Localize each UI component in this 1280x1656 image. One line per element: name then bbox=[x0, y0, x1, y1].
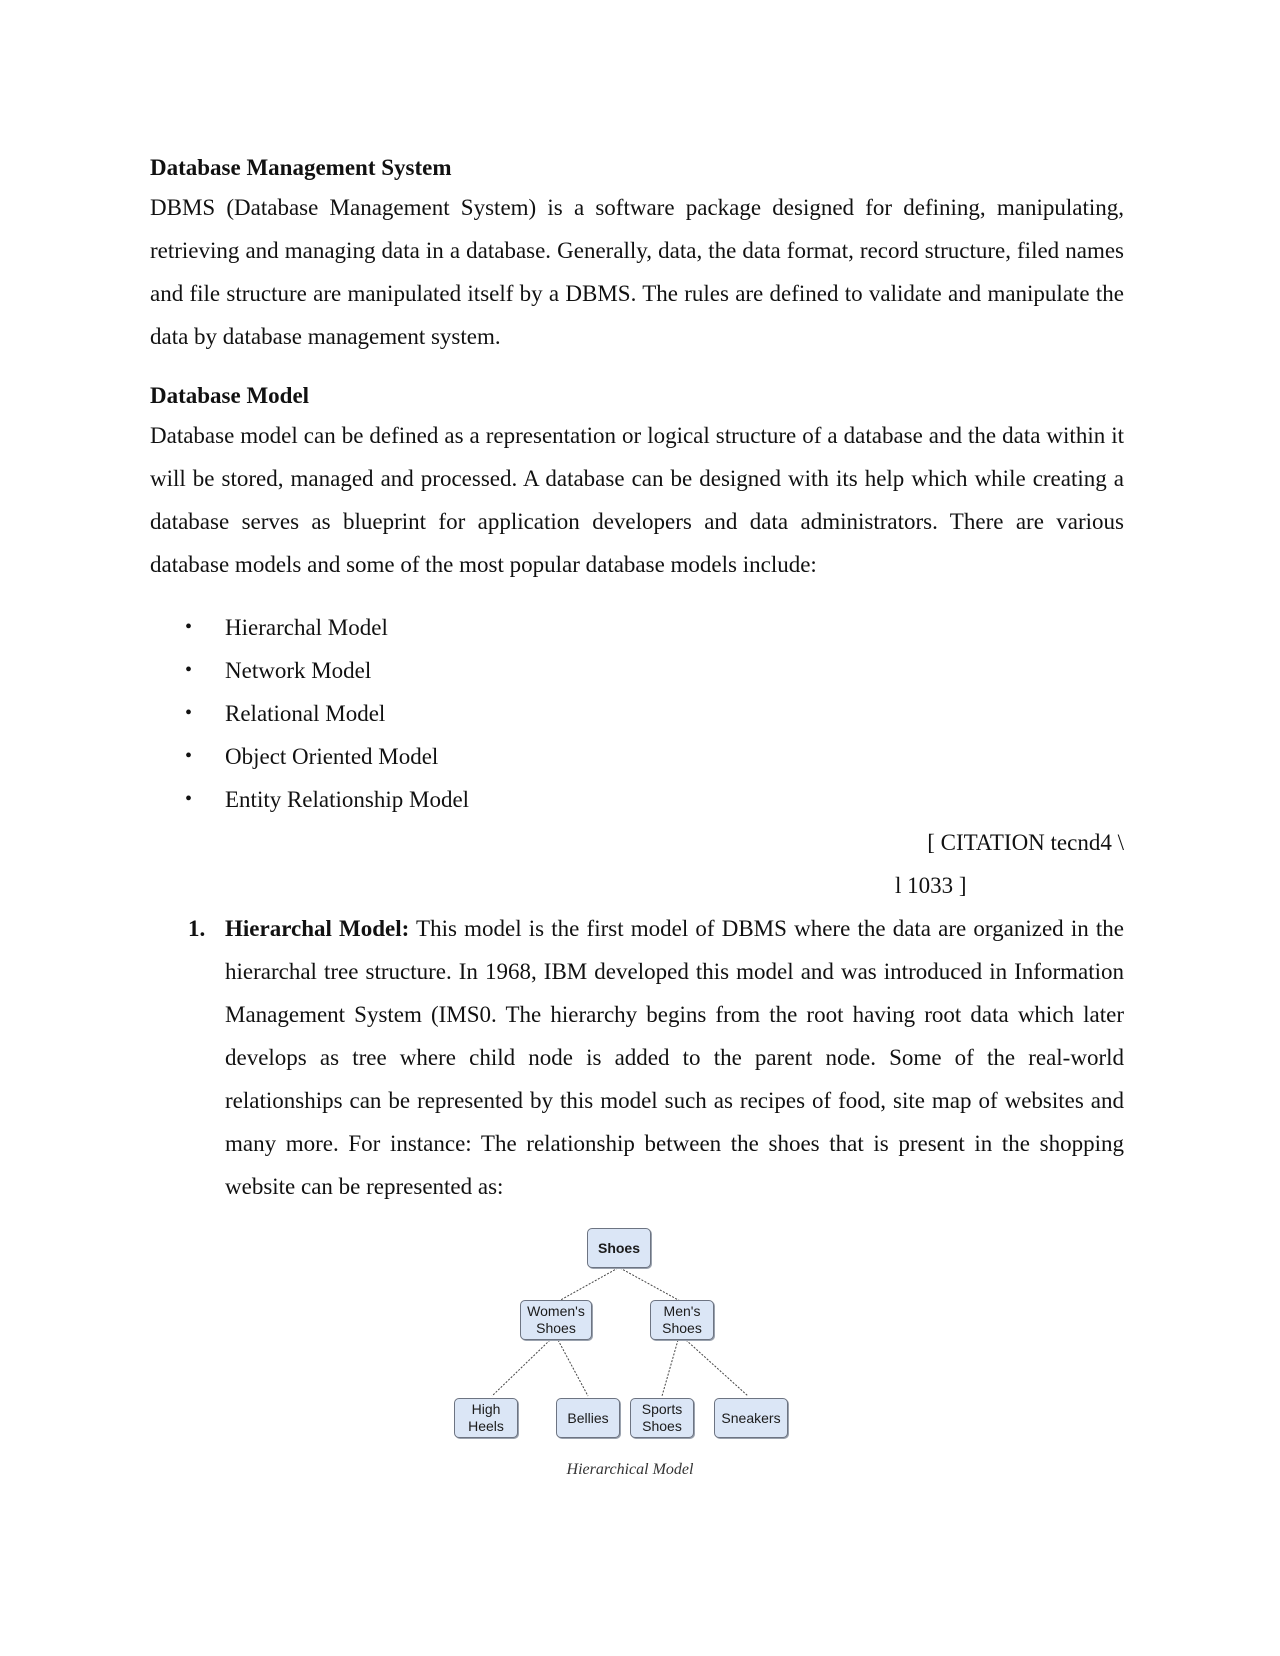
citation-field bbox=[150, 821, 1124, 907]
citation-line-2: l 1033 ] bbox=[895, 873, 967, 898]
node-label: Sneakers bbox=[721, 1409, 781, 1426]
node-label-line: Heels bbox=[468, 1418, 504, 1434]
connector-womens-bellies bbox=[558, 1340, 588, 1396]
node-label-line: Shoes bbox=[662, 1320, 702, 1336]
list-item-label: Relational Model bbox=[225, 701, 386, 726]
node-label-line: Shoes bbox=[642, 1418, 682, 1434]
node-high-heels bbox=[454, 1398, 518, 1438]
connector-womens-high bbox=[492, 1340, 550, 1396]
item-lead-term: Hierarchal Model: bbox=[225, 916, 410, 941]
list-item bbox=[150, 778, 1124, 821]
bullet-icon: • bbox=[185, 659, 193, 681]
node-label-line: Men's bbox=[663, 1303, 701, 1319]
connector-mens-sneakers bbox=[686, 1340, 748, 1396]
node-mens-shoes bbox=[650, 1300, 714, 1340]
node-label-line: Shoes bbox=[536, 1320, 576, 1336]
node-bellies bbox=[556, 1398, 620, 1438]
node-label bbox=[527, 1303, 585, 1337]
connector-root-mens bbox=[620, 1268, 682, 1302]
numbered-item-hierarchal-model bbox=[150, 907, 1124, 1208]
list-item-label: Network Model bbox=[225, 658, 372, 683]
node-label bbox=[468, 1401, 504, 1435]
node-label: Bellies bbox=[567, 1409, 609, 1426]
node-sports-shoes bbox=[630, 1398, 694, 1438]
list-item-label: Object Oriented Model bbox=[225, 744, 439, 769]
list-item bbox=[150, 649, 1124, 692]
hierarchical-model-diagram bbox=[450, 1228, 810, 1478]
section-heading-dbms: Database Management System bbox=[150, 155, 452, 180]
paragraph-database-model: Database model can be defined as a representation or logical structure of a database and the data within it will be stored, managed and processed. A database can be designed with its help which while creating a database serves as blueprint for application developers and data administrators. There are various database models and some of the most popular database models include: bbox=[150, 423, 1124, 577]
list-item bbox=[150, 735, 1124, 778]
item-description: This model is the first model of DBMS where the data are organized in the hierarchal tree structure. In 1968, IBM developed this model and was introduced in Information Management System (IMS0. The hierarchy begins from the root having root data which later develops as tree where child node is added to the parent node. Some of the real-world relationships can be represented by this model such as recipes of food, site map of websites and many more. For instance: The relationship between the shoes that is present in the shopping website can be represented as: bbox=[225, 916, 1124, 1199]
node-sneakers bbox=[714, 1398, 788, 1438]
list-item-label: Entity Relationship Model bbox=[225, 787, 470, 812]
bullet-icon: • bbox=[185, 745, 193, 767]
connector-mens-sports bbox=[662, 1340, 678, 1396]
node-label-line: Women's bbox=[527, 1303, 585, 1319]
section-heading-database-model: Database Model bbox=[150, 383, 310, 408]
list-item bbox=[150, 692, 1124, 735]
figure-caption: Hierarchical Model bbox=[566, 1461, 694, 1478]
bullet-icon: • bbox=[185, 702, 193, 724]
node-label bbox=[642, 1401, 682, 1435]
node-label-line: Sports bbox=[641, 1401, 683, 1417]
item-number: 1. bbox=[188, 916, 206, 941]
bullet-icon: • bbox=[185, 788, 193, 810]
node-label-line: High bbox=[471, 1401, 501, 1417]
database-models-list bbox=[150, 606, 1124, 821]
node-label bbox=[662, 1303, 702, 1337]
list-item-label: Hierarchal Model bbox=[225, 615, 388, 640]
paragraph-dbms: DBMS (Database Management System) is a software package designed for defining, manipulating, retrieving and managing data in a database. Generally, data, the data format, record structure, filed names and file structure are manipulated itself by a DBMS. The rules are defined to validate and manipulate the data by database management system. bbox=[150, 195, 1124, 349]
node-womens-shoes bbox=[520, 1300, 592, 1340]
list-item bbox=[150, 606, 1124, 649]
document-page bbox=[150, 150, 1124, 1208]
bullet-icon: • bbox=[185, 616, 193, 638]
node-label: Shoes bbox=[597, 1239, 640, 1256]
node-shoes bbox=[587, 1228, 651, 1268]
citation-line-1: [ CITATION tecnd4 \ bbox=[927, 830, 1124, 855]
connector-root-womens bbox=[557, 1268, 618, 1302]
